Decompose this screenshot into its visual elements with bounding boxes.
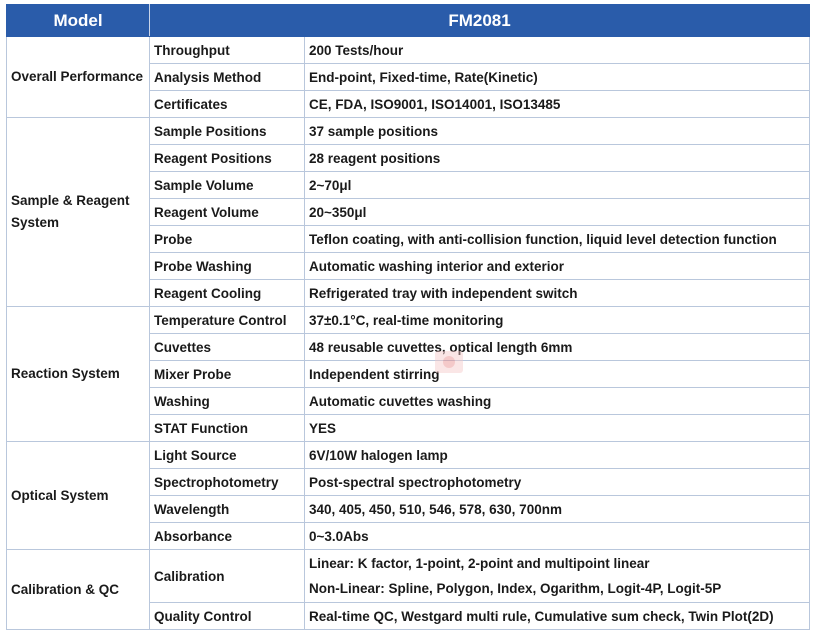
row-label: Cuvettes [150, 334, 305, 361]
row-label: Calibration [150, 550, 305, 603]
row-value: Automatic washing interior and exterior [305, 253, 810, 280]
row-value: 200 Tests/hour [305, 37, 810, 64]
watermark-icon [434, 350, 464, 374]
row-value: Real-time QC, Westgard multi rule, Cumulative sum check, Twin Plot(2D) [305, 603, 810, 630]
row-value: End-point, Fixed-time, Rate(Kinetic) [305, 64, 810, 91]
row-label: Probe [150, 226, 305, 253]
row-value: Automatic cuvettes washing [305, 388, 810, 415]
row-value: 28 reagent positions [305, 145, 810, 172]
table-row [7, 37, 810, 64]
spec-table [6, 4, 810, 630]
row-value: YES [305, 415, 810, 442]
model-header-label: Model [7, 5, 150, 37]
row-label: Sample Volume [150, 172, 305, 199]
category-calibration-qc: Calibration & QC [7, 550, 150, 630]
category-optical-system: Optical System [7, 442, 150, 550]
row-label: Throughput [150, 37, 305, 64]
table-row [7, 442, 810, 469]
row-label: Quality Control [150, 603, 305, 630]
row-label: Certificates [150, 91, 305, 118]
spec-body [7, 37, 810, 630]
category-reaction-system: Reaction System [7, 307, 150, 442]
row-value: Refrigerated tray with independent switch [305, 280, 810, 307]
header-row [7, 5, 810, 37]
row-label: Probe Washing [150, 253, 305, 280]
row-label: Absorbance [150, 523, 305, 550]
row-label: Analysis Method [150, 64, 305, 91]
row-label: Reagent Positions [150, 145, 305, 172]
category-sample-reagent-system: Sample & Reagent System [7, 118, 150, 307]
row-value-multiline [305, 550, 810, 603]
row-value: 37 sample positions [305, 118, 810, 145]
table-row [7, 550, 810, 603]
row-label: Washing [150, 388, 305, 415]
row-label: Mixer Probe [150, 361, 305, 388]
row-label: Sample Positions [150, 118, 305, 145]
row-label: Wavelength [150, 496, 305, 523]
row-label: Spectrophotometry [150, 469, 305, 496]
row-label: Temperature Control [150, 307, 305, 334]
row-value: 6V/10W halogen lamp [305, 442, 810, 469]
table-row [7, 118, 810, 145]
row-value: 37±0.1°C, real-time monitoring [305, 307, 810, 334]
model-name-header: FM2081 [150, 5, 810, 37]
calibration-nonlinear-line: Non-Linear: Spline, Polygon, Index, Ogarithm, Logit-4P, Logit-5P [309, 581, 722, 596]
row-value: 340, 405, 450, 510, 546, 578, 630, 700nm [305, 496, 810, 523]
row-value: 48 reusable cuvettes, optical length 6mm [305, 334, 810, 361]
row-value: 2~70μl [305, 172, 810, 199]
row-label: Light Source [150, 442, 305, 469]
row-value: 20~350μl [305, 199, 810, 226]
row-value: Teflon coating, with anti-collision function, liquid level detection function [305, 226, 810, 253]
row-label: Reagent Volume [150, 199, 305, 226]
calibration-linear-line: Linear: K factor, 1-point, 2-point and multipoint linear [309, 556, 650, 571]
row-value: Independent stirring [305, 361, 810, 388]
table-row [7, 307, 810, 334]
category-overall-performance: Overall Performance [7, 37, 150, 118]
row-value: Post-spectral spectrophotometry [305, 469, 810, 496]
row-label: Reagent Cooling [150, 280, 305, 307]
row-value: CE, FDA, ISO9001, ISO14001, ISO13485 [305, 91, 810, 118]
row-value: 0~3.0Abs [305, 523, 810, 550]
row-label: STAT Function [150, 415, 305, 442]
